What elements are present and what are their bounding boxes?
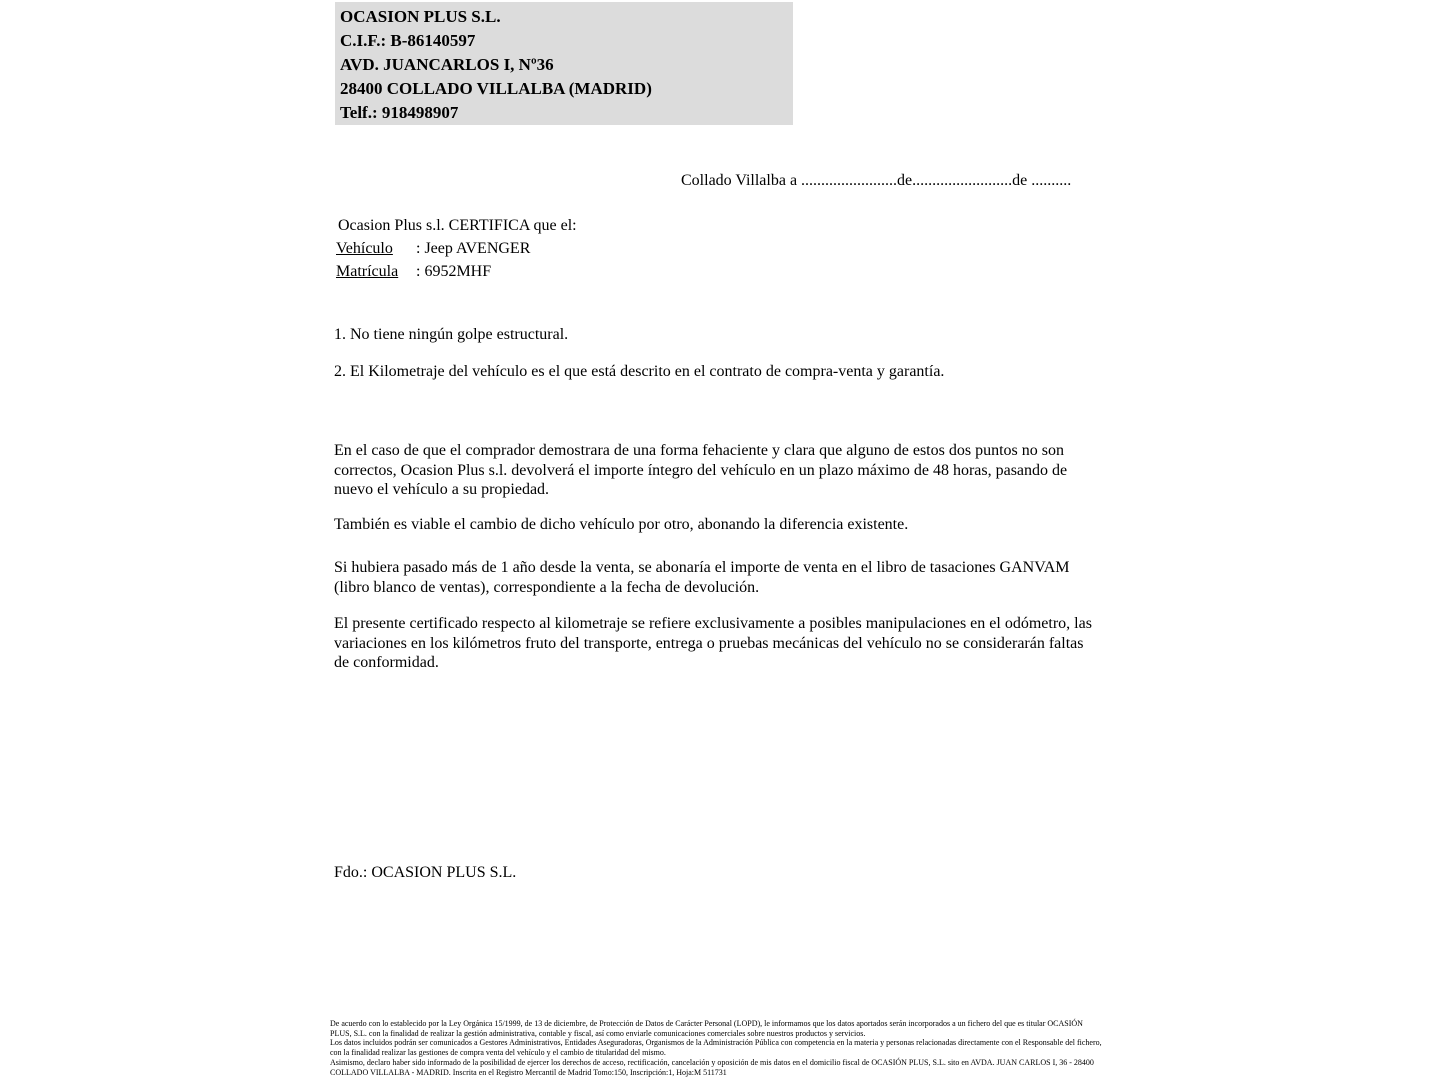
company-phone: Telf.: 918498907 [340,103,459,122]
legal-footer [330,1019,1104,1077]
plate-line [336,263,491,281]
vehicle-value: : Jeep AVENGER [416,240,531,257]
body-paragraph-refund: En el caso de que el comprador demostrara de una forma fehaciente y clara que alguno de estos dos puntos no son correctos, Ocasion Plus s.l. devolverá el importe íntegro del vehículo en un plazo máximo de 48 horas, pasando de nuevo el vehículo a su propiedad. [334,442,1068,499]
vehicle-line [336,240,530,258]
body-paragraph-ganvam: Si hubiera pasado más de 1 año desde la venta, se abonaría el importe de venta en el libro de tasaciones GANVAM (libro blanco de ventas), correspondiente a la fecha de devolución. [334,559,1070,596]
signature-line: Fdo.: OCASION PLUS S.L. [334,864,517,881]
condition-item-1: 1. No tiene ningún golpe estructural. [334,326,569,343]
company-letterhead [335,2,793,125]
legal-paragraph-rights: Asimismo, declaro haber sido informado de la posibilidad de ejercer los derechos de acceso, rectificación, cancelación y oposición de mis datos en el domicilio fiscal de OCASIÓN PLUS, S.L. sito en AVDA. JUAN CARLOS I, 36 - 28400 COLLADO VILLALBA - MADRID. Inscrita en el Registro Mercantil de Madrid Tomo:150, Inscripción:1, Hoja:M 511731 [330,1057,1094,1077]
company-city: 28400 COLLADO VILLALBA (MADRID) [340,79,652,98]
company-cif: C.I.F.: B-86140597 [340,31,476,50]
legal-paragraph-lopd: De acuerdo con lo establecido por la Ley Orgánica 15/1999, de 13 de diciembre, de Protección de Datos de Carácter Personal (LOPD), le informamos que los datos aportados serán incorporados a un fichero del que es titular OCASIÓN PLUS, S.L. con la finalidad de realizar la gestión administrativa, contable y fiscal, así como enviarle comunicaciones comerciales sobre nuestros productos y servicios. [330,1019,1083,1038]
date-line: Collado Villalba a ........................de.........................de .......... [681,172,1072,189]
body-paragraph-odometer: El presente certificado respecto al kilometraje se refiere exclusivamente a posibles manipulaciones en el odómetro, las variaciones en los kilómetros fruto del transporte, entrega o pruebas mecánicas del vehículo no se considerarán faltas de conformidad. [334,615,1092,672]
condition-item-2: 2. El Kilometraje del vehículo es el que está descrito en el contrato de compra-venta y garantía. [334,363,945,380]
company-address: AVD. JUANCARLOS I, Nº36 [340,55,554,74]
certify-intro: Ocasion Plus s.l. CERTIFICA que el: [338,217,577,234]
vehicle-label: Vehículo [336,240,393,257]
body-paragraph-exchange: También es viable el cambio de dicho vehículo por otro, abonando la diferencia existente. [334,516,909,533]
plate-label: Matrícula [336,263,399,280]
legal-paragraph-data-sharing: Los datos incluidos podrán ser comunicados a Gestores Administrativos, Entidades Aseguradoras, Organismos de la Administración Pública con competencia en la materia y personas relacionadas directamente con el Responsable del fichero, con la finalidad realizar las gestiones de compra venta del vehículo y el cambio de titularidad del mismo. [330,1038,1102,1058]
company-name: OCASION PLUS S.L. [340,7,501,26]
plate-value: : 6952MHF [416,263,492,280]
